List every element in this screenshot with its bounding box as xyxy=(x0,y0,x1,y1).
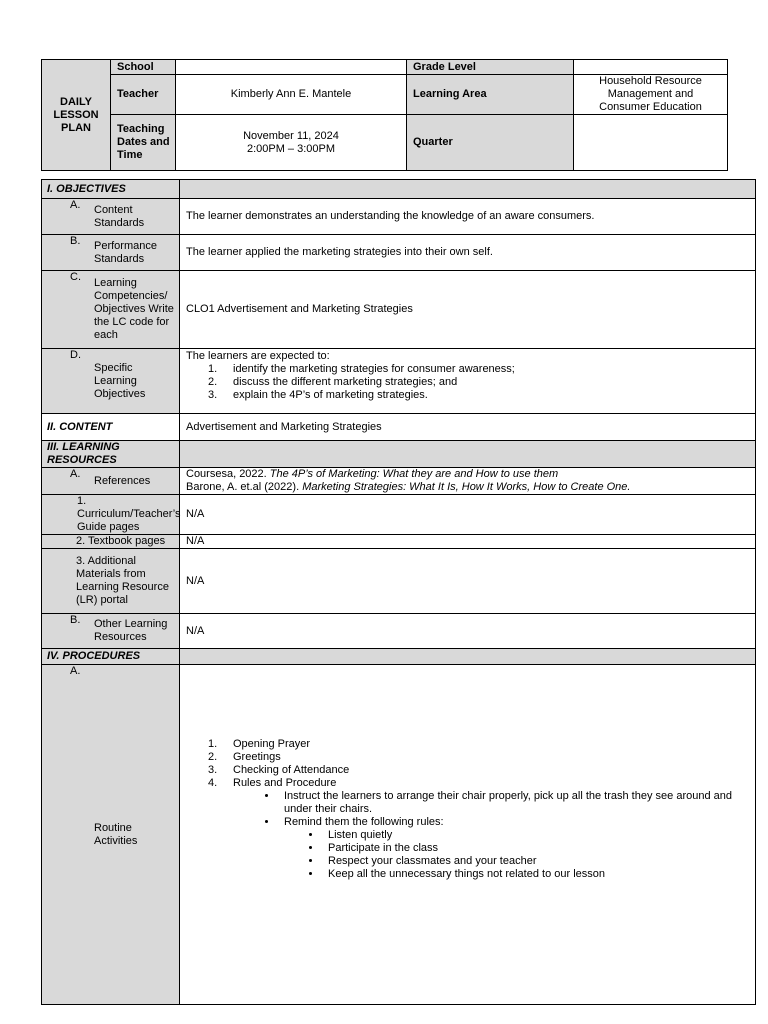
step-item: 2. Greetings xyxy=(208,751,281,763)
quarter-label: Quarter xyxy=(407,115,574,171)
references-label: A. References xyxy=(42,468,180,495)
grade-level-label: Grade Level xyxy=(407,60,574,75)
learning-competencies-value: CLO1 Advertisement and Marketing Strategies xyxy=(180,271,756,349)
dlp-title: DAILY LESSON PLAN xyxy=(42,60,111,171)
routine-activities-value xyxy=(180,665,756,1005)
specific-objectives-value xyxy=(180,349,756,414)
rule-item: • Listen quietly xyxy=(322,829,755,842)
teaching-dates-label: Teaching Dates and Time xyxy=(111,115,176,171)
other-resources-label: B. Other Learning Resources xyxy=(42,614,180,649)
performance-standards-value: The learner applied the marketing strategies into their own self. xyxy=(180,235,756,271)
step-item: 4. Rules and Procedure xyxy=(208,777,337,789)
quarter-value xyxy=(574,115,728,171)
rule-item: • Participate in the class xyxy=(322,842,755,855)
reference-2: Barone, A. et.al (2022). Marketing Strategies: What It Is, How It Works, How to Create One. xyxy=(186,481,631,493)
performance-standards-label: B. Performance Standards xyxy=(42,235,180,271)
lesson-plan-table xyxy=(41,179,756,1005)
other-resources-value: N/A xyxy=(180,614,756,649)
learning-competencies-label: C. Learning Competencies/ Objectives Write the LC code for each xyxy=(42,271,180,349)
routine-activities-label: A. Routine Activities xyxy=(42,665,180,1005)
objective-item: 3. explain the 4P’s of marketing strategies. xyxy=(208,389,428,401)
procedures-heading: IV. PROCEDURES xyxy=(42,649,180,665)
content-value: Advertisement and Marketing Strategies xyxy=(180,414,756,441)
learning-area-value: Household Resource Management and Consumer Education xyxy=(574,75,728,115)
learning-area-label: Learning Area xyxy=(407,75,574,115)
step-item: 1. Opening Prayer xyxy=(208,738,311,750)
content-standards-label: A. Content Standards xyxy=(42,199,180,235)
grade-level-value xyxy=(574,60,728,75)
objective-item: 2. discuss the different marketing strategies; and xyxy=(208,376,458,388)
header-table xyxy=(41,59,728,171)
specific-objectives-label: D. Specific Learning Objectives xyxy=(42,349,180,414)
step-bullet: • Instruct the learners to arrange their chair properly, pick up all the trash they see around and under their chairs. xyxy=(278,790,745,816)
references-value xyxy=(180,468,756,495)
learning-resources-heading: III. LEARNING RESOURCES xyxy=(42,441,180,468)
school-value xyxy=(176,60,407,75)
content-standards-value: The learner demonstrates an understanding the knowledge of an aware consumers. xyxy=(180,199,756,235)
content-heading: II. CONTENT xyxy=(42,414,180,441)
teacher-label: Teacher xyxy=(111,75,176,115)
teacher-value: Kimberly Ann E. Mantele xyxy=(176,75,407,115)
objective-item: 1. identify the marketing strategies for consumer awareness; xyxy=(208,363,515,375)
objectives-heading: I. OBJECTIVES xyxy=(42,180,180,199)
rule-item: • Keep all the unnecessary things not related to our lesson xyxy=(322,868,755,881)
objectives-intro: The learners are expected to: xyxy=(186,350,330,362)
rule-item: • Respect your classmates and your teacher xyxy=(322,855,755,868)
reference-1: Coursesa, 2022. The 4P’s of Marketing: What they are and How to use them xyxy=(186,468,559,480)
teaching-dates-value xyxy=(176,115,407,171)
textbook-pages-label: 2. Textbook pages xyxy=(42,535,180,549)
step-item: 3. Checking of Attendance xyxy=(208,764,350,776)
curriculum-guide-label: 1. Curriculum/Teacher’s Guide pages xyxy=(42,495,180,535)
additional-materials-value: N/A xyxy=(180,549,756,614)
school-label: School xyxy=(111,60,176,75)
additional-materials-label: 3. Additional Materials from Learning Resource (LR) portal xyxy=(42,549,180,614)
date-value: November 11, 2024 xyxy=(243,129,339,142)
textbook-pages-value: N/A xyxy=(180,535,756,549)
time-value: 2:00PM – 3:00PM xyxy=(246,142,336,155)
curriculum-guide-value: N/A xyxy=(180,495,756,535)
step-bullet: • Remind them the following rules: xyxy=(278,816,745,829)
